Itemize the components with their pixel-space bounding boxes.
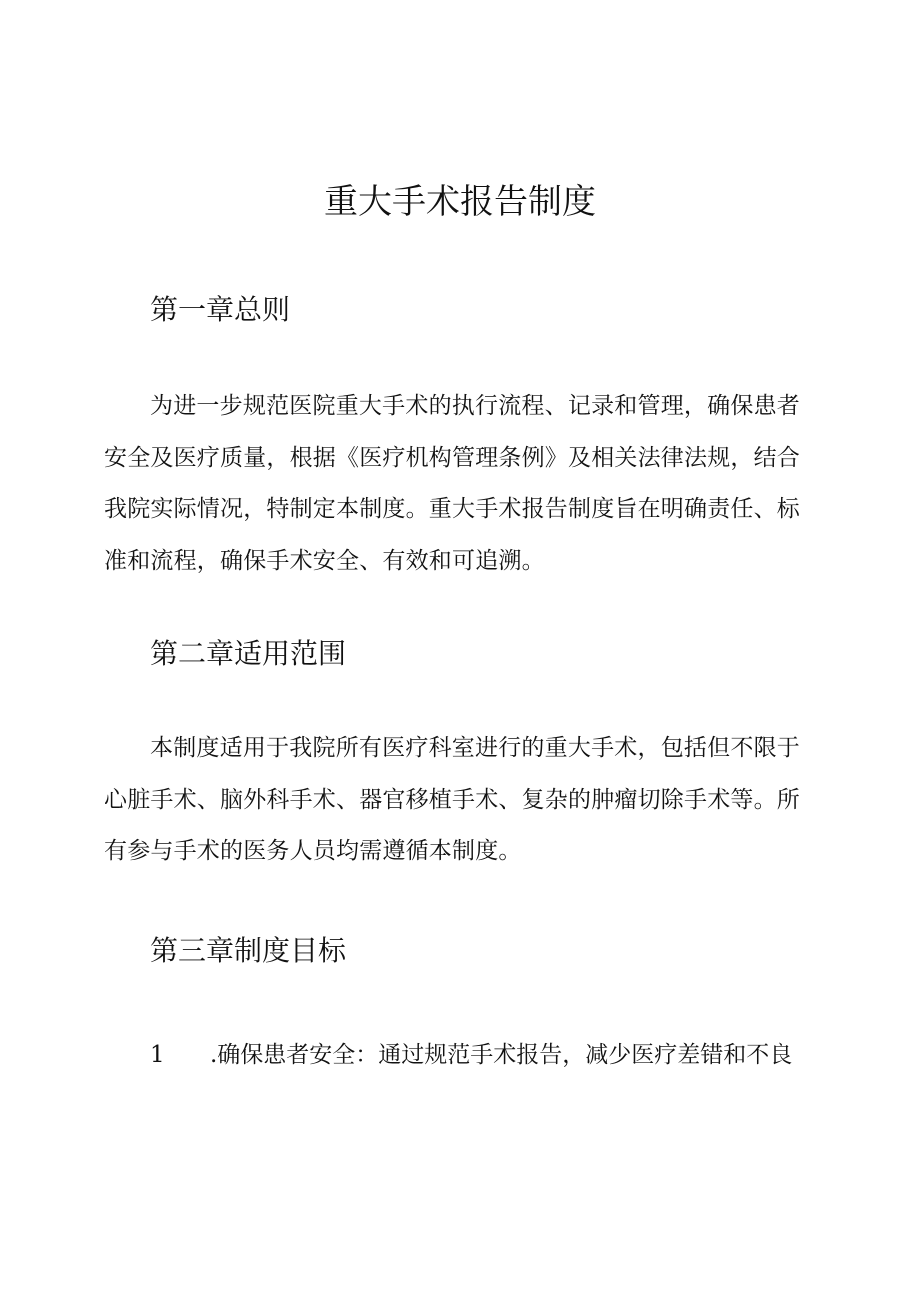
chapter-1-paragraph: 为进一步规范医院重大手术的执行流程、记录和管理，确保患者安全及医疗质量，根据《医疗机构管理条例》及相关法律法规，结合我院实际情况，特制定本制度。重大手术报告制度旨在明确责任、标准和流程，确保手术安全、有效和可追溯。 bbox=[104, 393, 800, 574]
list-item-number: 1 bbox=[150, 1042, 165, 1068]
list-item-text: .确保患者安全：通过规范手术报告，减少医疗差错和不良 bbox=[210, 1042, 793, 1068]
goal-list-item bbox=[150, 1033, 810, 1077]
chapter-2-heading: 第二章适用范围 bbox=[150, 637, 347, 670]
document-title: 重大手术报告制度 bbox=[324, 182, 596, 222]
chapter-2-paragraph: 本制度适用于我院所有医疗科室进行的重大手术，包括但不限于心脏手术、脑外科手术、器官移植手术、复杂的肿瘤切除手术等。所有参与手术的医务人员均需遵循本制度。 bbox=[104, 735, 800, 865]
chapter-3-heading: 第三章制度目标 bbox=[150, 934, 347, 967]
chapter-1-heading: 第一章总则 bbox=[150, 293, 291, 326]
